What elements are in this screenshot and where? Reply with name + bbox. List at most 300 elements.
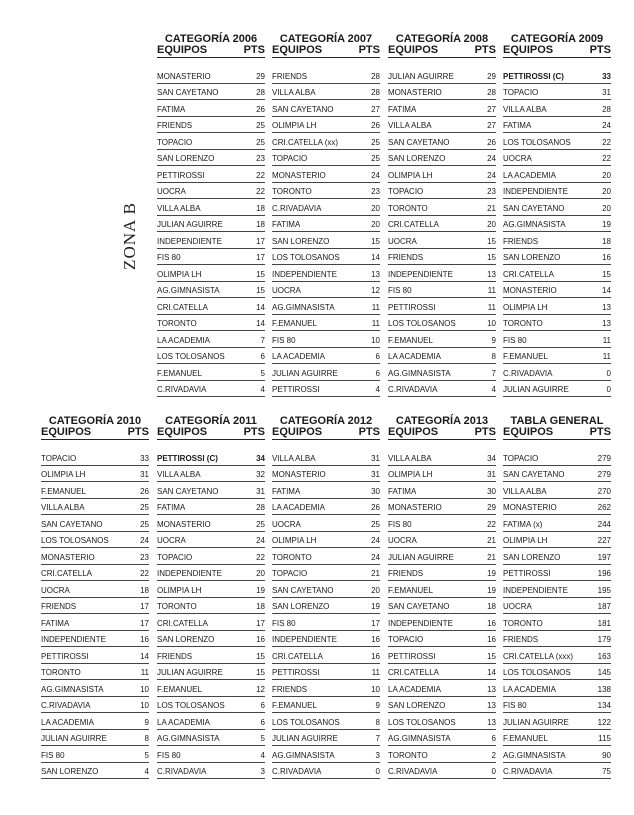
table-row	[272, 298, 380, 315]
team-points: 21	[371, 569, 380, 578]
column-header-points: PTS	[243, 44, 265, 56]
team-points: 24	[487, 170, 496, 180]
team-name: SAN CAYETANO	[157, 88, 219, 97]
team-points: 145	[597, 668, 611, 677]
team-name: AG.GIMNASISTA	[503, 220, 566, 229]
team-name: JULIAN AGUIRRE	[272, 368, 338, 378]
table-row	[157, 713, 265, 730]
team-points: 29	[487, 71, 496, 81]
team-points: 22	[602, 154, 611, 163]
team-points: 22	[140, 569, 149, 578]
table-row	[272, 150, 380, 167]
team-points: 15	[487, 236, 496, 246]
table-row	[157, 216, 265, 233]
column-header-team: EQUIPOS	[272, 426, 323, 438]
table-row	[503, 381, 611, 398]
table-row	[388, 348, 496, 365]
team-points: 22	[487, 519, 496, 529]
table-row	[272, 713, 380, 730]
team-points: 8	[491, 352, 496, 361]
team-points: 26	[371, 121, 380, 130]
table-row	[388, 482, 496, 499]
team-points: 244	[597, 519, 611, 529]
team-name: C.RIVADAVIA	[41, 701, 91, 710]
team-name: PETTIROSSI	[388, 651, 436, 661]
table-row	[503, 249, 611, 266]
table-row	[388, 298, 496, 315]
team-points: 28	[371, 71, 380, 81]
team-name: C.RIVADAVIA	[272, 203, 322, 213]
team-points: 31	[256, 486, 265, 496]
team-points: 28	[256, 503, 265, 512]
team-points: 27	[371, 104, 380, 114]
team-name: AG.GIMNASISTA	[388, 368, 451, 378]
table-row	[157, 381, 265, 398]
team-points: 25	[371, 154, 380, 163]
team-points: 23	[256, 154, 265, 163]
table-row	[157, 348, 265, 365]
table-row	[157, 697, 265, 714]
zone-label	[112, 186, 148, 286]
team-name: UOCRA	[157, 536, 186, 545]
team-name: SAN CAYETANO	[41, 519, 103, 529]
table-header	[388, 45, 496, 58]
team-name: INDEPENDIENTE	[157, 236, 222, 246]
team-name: PETTIROSSI	[41, 651, 89, 661]
table-row	[272, 581, 380, 598]
team-points: 28	[602, 104, 611, 114]
table-row	[503, 100, 611, 117]
team-points: 15	[487, 253, 496, 262]
table-row	[272, 730, 380, 747]
team-points: 18	[487, 602, 496, 611]
team-name: TORONTO	[503, 618, 543, 628]
team-name: F.EMANUEL	[503, 352, 548, 361]
team-points: 14	[256, 302, 265, 312]
team-points: 24	[371, 170, 380, 180]
team-points: 25	[256, 121, 265, 130]
table-title: CATEGORÍA 2006	[164, 33, 258, 45]
table-row	[41, 449, 149, 466]
team-name: UOCRA	[503, 602, 532, 611]
table-header	[272, 427, 380, 440]
team-points: 10	[487, 319, 496, 328]
team-name: SAN CAYETANO	[272, 104, 334, 114]
team-points: 13	[487, 269, 496, 279]
team-name: CRI.CATELLA	[388, 668, 439, 677]
team-points: 6	[260, 717, 265, 727]
table-row	[388, 265, 496, 282]
team-points: 25	[371, 137, 380, 147]
team-name: INDEPENDIENTE	[41, 635, 106, 644]
column-header-points: PTS	[474, 44, 496, 56]
table-row	[41, 482, 149, 499]
team-points: 18	[256, 203, 265, 213]
team-points: 19	[487, 569, 496, 578]
team-points: 11	[487, 302, 496, 312]
team-name: CRI.CATELLA	[157, 302, 208, 312]
table-row	[272, 199, 380, 216]
team-name: MONASTERIO	[503, 503, 557, 512]
table-row	[272, 466, 380, 483]
table-row	[272, 249, 380, 266]
team-points: 31	[371, 470, 380, 479]
team-points: 24	[140, 536, 149, 545]
table-rows	[272, 67, 380, 397]
team-name: F.EMANUEL	[157, 684, 202, 694]
table-row	[157, 532, 265, 549]
team-name: JULIAN AGUIRRE	[41, 734, 107, 743]
table-row	[157, 499, 265, 516]
table-row	[41, 499, 149, 516]
team-name: OLIMPIA LH	[41, 470, 86, 479]
table-row	[157, 647, 265, 664]
table-row	[157, 581, 265, 598]
team-name: TOPACIO	[157, 137, 193, 147]
team-points: 196	[597, 569, 611, 578]
table-row	[388, 381, 496, 398]
team-points: 197	[597, 552, 611, 562]
team-points: 75	[602, 767, 611, 776]
team-points: 12	[256, 684, 265, 694]
team-points: 31	[140, 470, 149, 479]
team-name: TOPACIO	[272, 154, 308, 163]
table-row	[157, 133, 265, 150]
team-points: 8	[375, 717, 380, 727]
table-row	[272, 647, 380, 664]
team-name: CRI.CATELLA	[388, 220, 439, 229]
team-points: 11	[602, 335, 611, 345]
team-points: 15	[487, 651, 496, 661]
table-row	[41, 680, 149, 697]
team-name: MONASTERIO	[388, 88, 442, 97]
table-row	[388, 664, 496, 681]
team-points: 4	[375, 385, 380, 394]
team-name: F.EMANUEL	[388, 335, 433, 345]
team-name: SAN CAYETANO	[503, 470, 565, 479]
team-name: JULIAN AGUIRRE	[157, 668, 223, 677]
table-row	[272, 548, 380, 565]
table-rows	[272, 449, 380, 779]
team-name: F.EMANUEL	[41, 486, 86, 496]
team-points: 3	[260, 767, 265, 776]
team-points: 13	[487, 717, 496, 727]
table-row	[503, 713, 611, 730]
team-name: FATIMA	[272, 486, 301, 496]
team-name: MONASTERIO	[157, 519, 211, 529]
table-rows	[503, 449, 611, 779]
team-name: FATIMA (x)	[503, 519, 543, 529]
team-points: 22	[602, 137, 611, 147]
team-points: 17	[140, 602, 149, 611]
table-row	[272, 67, 380, 84]
team-points: 32	[256, 470, 265, 479]
table-row	[272, 449, 380, 466]
team-name: F.EMANUEL	[157, 368, 202, 378]
column-header-team: EQUIPOS	[157, 426, 208, 438]
team-points: 26	[140, 486, 149, 496]
team-points: 10	[371, 335, 380, 345]
team-name: MONASTERIO	[41, 552, 95, 562]
team-points: 17	[256, 236, 265, 246]
table-row	[272, 364, 380, 381]
team-name: FATIMA	[388, 104, 417, 114]
team-name: SAN LORENZO	[41, 767, 99, 776]
team-name: FRIENDS	[157, 121, 193, 130]
table-header	[157, 45, 265, 58]
column-header-points: PTS	[358, 426, 380, 438]
table-header	[503, 427, 611, 440]
table-row	[41, 614, 149, 631]
team-points: 9	[491, 335, 496, 345]
team-points: 5	[144, 750, 149, 760]
team-name: LA ACADEMIA	[41, 717, 94, 727]
table-row	[157, 249, 265, 266]
table-row	[503, 84, 611, 101]
table-row	[41, 466, 149, 483]
team-name: C.RIVADAVIA	[503, 767, 553, 776]
team-name: C.RIVADAVIA	[388, 385, 438, 394]
team-name: SAN LORENZO	[503, 253, 561, 262]
team-points: 18	[602, 236, 611, 246]
team-points: 28	[487, 88, 496, 97]
table-row	[157, 565, 265, 582]
team-name: LOS TOLOSANOS	[272, 253, 340, 262]
table-row	[272, 515, 380, 532]
table-row	[272, 133, 380, 150]
table-row	[503, 117, 611, 134]
team-points: 4	[491, 385, 496, 394]
table-row	[503, 730, 611, 747]
table-row	[388, 730, 496, 747]
team-name: INDEPENDIENTE	[272, 269, 337, 279]
team-name: TOPACIO	[157, 552, 193, 562]
team-points: 0	[375, 767, 380, 776]
team-points: 138	[597, 684, 611, 694]
team-name: LOS TOLOSANOS	[388, 319, 456, 328]
team-points: 11	[371, 302, 380, 312]
team-name: TORONTO	[157, 319, 197, 328]
table-row	[503, 232, 611, 249]
team-points: 279	[597, 453, 611, 463]
team-points: 2	[491, 750, 496, 760]
team-points: 270	[597, 486, 611, 496]
table-rows	[388, 67, 496, 397]
team-name: TORONTO	[272, 187, 312, 196]
team-points: 20	[371, 203, 380, 213]
table-row	[272, 84, 380, 101]
table-row	[503, 581, 611, 598]
team-name: PETTIROSSI	[272, 668, 320, 677]
team-points: 11	[602, 352, 611, 361]
team-name: SAN CAYETANO	[388, 137, 450, 147]
team-name: C.RIVADAVIA	[503, 368, 553, 378]
team-points: 15	[256, 269, 265, 279]
team-points: 14	[371, 253, 380, 262]
team-points: 163	[597, 651, 611, 661]
team-points: 28	[256, 88, 265, 97]
team-name: OLIMPIA LH	[157, 269, 202, 279]
team-points: 13	[371, 269, 380, 279]
team-points: 25	[140, 519, 149, 529]
team-points: 14	[487, 668, 496, 677]
team-name: UOCRA	[41, 585, 70, 595]
table-row	[388, 133, 496, 150]
table-row	[272, 763, 380, 780]
team-name: TORONTO	[503, 319, 543, 328]
team-name: FIS 80	[272, 335, 296, 345]
team-name: OLIMPIA LH	[503, 536, 548, 545]
team-name: AG.GIMNASISTA	[157, 286, 220, 295]
team-points: 34	[256, 453, 265, 463]
table-row	[388, 565, 496, 582]
team-points: 187	[597, 602, 611, 611]
team-points: 5	[260, 734, 265, 743]
team-points: 227	[597, 536, 611, 545]
team-name: INDEPENDIENTE	[388, 269, 453, 279]
team-name: LA ACADEMIA	[272, 503, 325, 512]
team-name: LOS TOLOSANOS	[503, 668, 571, 677]
team-name: FATIMA	[388, 486, 417, 496]
team-points: 134	[597, 701, 611, 710]
team-name: SAN LORENZO	[157, 154, 215, 163]
table-row	[272, 746, 380, 763]
standings-table	[388, 415, 496, 779]
table-row	[157, 84, 265, 101]
team-points: 19	[256, 585, 265, 595]
team-name: SAN CAYETANO	[388, 602, 450, 611]
team-name: TOPACIO	[503, 88, 539, 97]
team-name: CRI.CATELLA	[41, 569, 92, 578]
team-name: VILLA ALBA	[41, 503, 85, 512]
table-row	[388, 499, 496, 516]
table-row	[41, 631, 149, 648]
table-row	[272, 565, 380, 582]
team-name: JULIAN AGUIRRE	[388, 71, 454, 81]
team-points: 11	[371, 319, 380, 328]
team-name: FRIENDS	[41, 602, 77, 611]
standings-table	[272, 415, 380, 779]
team-points: 15	[371, 236, 380, 246]
column-header-team: EQUIPOS	[388, 44, 439, 56]
column-header-team: EQUIPOS	[41, 426, 92, 438]
table-row	[388, 67, 496, 84]
team-points: 26	[487, 137, 496, 147]
table-row	[388, 581, 496, 598]
team-points: 181	[597, 618, 611, 628]
table-row	[503, 565, 611, 582]
team-name: VILLA ALBA	[272, 88, 316, 97]
table-row	[272, 166, 380, 183]
team-points: 25	[256, 519, 265, 529]
team-points: 24	[371, 536, 380, 545]
table-title: CATEGORÍA 2011	[165, 415, 257, 427]
standings-table	[157, 33, 265, 397]
table-row	[41, 515, 149, 532]
team-points: 27	[487, 104, 496, 114]
team-name: SAN LORENZO	[503, 552, 561, 562]
team-name: C.RIVADAVIA	[157, 767, 207, 776]
team-name: FRIENDS	[272, 684, 308, 694]
team-name: JULIAN AGUIRRE	[157, 220, 223, 229]
table-row	[272, 348, 380, 365]
table-row	[503, 664, 611, 681]
table-row	[272, 315, 380, 332]
team-name: OLIMPIA LH	[388, 170, 433, 180]
team-name: PETTIROSSI	[503, 569, 551, 578]
team-points: 33	[602, 71, 611, 81]
table-row	[157, 598, 265, 615]
standings-table	[503, 415, 611, 779]
table-row	[41, 598, 149, 615]
team-name: TOPACIO	[503, 453, 539, 463]
team-name: OLIMPIA LH	[157, 585, 202, 595]
table-row	[503, 348, 611, 365]
table-title: CATEGORÍA 2010	[48, 415, 142, 427]
team-points: 90	[602, 750, 611, 760]
team-name: FRIENDS	[503, 236, 539, 246]
team-points: 20	[602, 203, 611, 213]
team-name: C.RIVADAVIA	[272, 767, 322, 776]
table-row	[503, 746, 611, 763]
team-points: 0	[606, 385, 611, 394]
team-name: SAN CAYETANO	[272, 585, 334, 595]
table-row	[503, 199, 611, 216]
table-row	[41, 697, 149, 714]
table-row	[272, 482, 380, 499]
team-name: LOS TOLOSANOS	[388, 717, 456, 727]
table-row	[272, 216, 380, 233]
team-points: 13	[602, 319, 611, 328]
team-name: FATIMA	[157, 503, 186, 512]
table-row	[157, 232, 265, 249]
table-row	[157, 298, 265, 315]
team-points: 29	[487, 503, 496, 512]
team-name: OLIMPIA LH	[503, 302, 548, 312]
team-points: 24	[371, 552, 380, 562]
team-points: 3	[375, 750, 380, 760]
team-name: LOS TOLOSANOS	[272, 717, 340, 727]
table-row	[272, 232, 380, 249]
team-points: 18	[256, 602, 265, 611]
team-name: PETTIROSSI (C)	[157, 453, 218, 463]
team-name: CRI.CATELLA	[157, 618, 208, 628]
team-points: 14	[140, 651, 149, 661]
table-row	[503, 466, 611, 483]
team-name: LA ACADEMIA	[272, 352, 325, 361]
table-row	[503, 315, 611, 332]
table-row	[503, 499, 611, 516]
team-points: 16	[487, 635, 496, 644]
table-row	[388, 232, 496, 249]
team-name: LA ACADEMIA	[503, 684, 556, 694]
table-row	[272, 183, 380, 200]
team-name: AG.GIMNASISTA	[272, 750, 335, 760]
team-points: 115	[598, 734, 611, 743]
team-points: 10	[140, 684, 149, 694]
team-name: UOCRA	[157, 187, 186, 196]
team-points: 18	[140, 585, 149, 595]
table-row	[503, 133, 611, 150]
team-name: OLIMPIA LH	[272, 536, 317, 545]
team-name: TORONTO	[272, 552, 312, 562]
table-row	[388, 763, 496, 780]
team-points: 10	[140, 701, 149, 710]
standings-table	[41, 415, 149, 779]
team-name: AG.GIMNASISTA	[388, 734, 451, 743]
table-header	[41, 427, 149, 440]
team-points: 30	[371, 486, 380, 496]
